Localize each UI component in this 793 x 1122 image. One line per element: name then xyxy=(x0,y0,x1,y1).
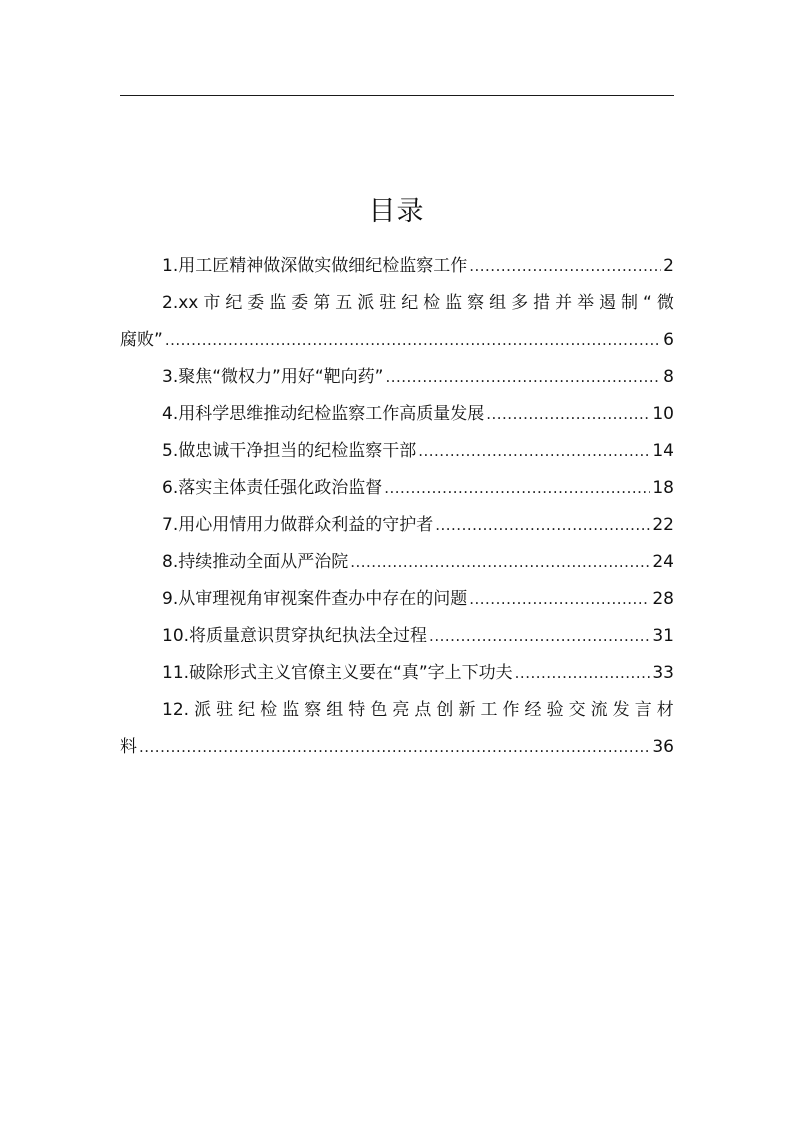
toc-entry[interactable] xyxy=(120,507,674,544)
title-glyph: 经 xyxy=(524,700,542,720)
toc-entry-page: 8 xyxy=(663,367,674,387)
dot-leader xyxy=(418,433,650,470)
toc-entry[interactable] xyxy=(120,618,674,655)
title-glyph: 纪 xyxy=(401,293,419,313)
title-glyph: 纪 xyxy=(225,293,243,313)
toc-entry-page: 2 xyxy=(663,256,674,276)
page-title: 目录 xyxy=(368,196,425,227)
toc-entry-title: 6.落实主体责任强化政治监督 xyxy=(162,478,383,498)
title-glyph: 察 xyxy=(304,700,322,720)
toc-entry[interactable] xyxy=(120,248,674,285)
dot-leader xyxy=(350,544,650,581)
title-glyph: 派 xyxy=(357,293,375,313)
toc-entry[interactable] xyxy=(120,544,674,581)
toc-entry-page: 28 xyxy=(652,589,674,609)
title-glyph: 措 xyxy=(533,293,551,313)
toc-entry-title: 11.破除形式主义官僚主义要在“真”字上下功夫 xyxy=(162,663,513,683)
dot-leader xyxy=(469,581,650,618)
dot-leader xyxy=(384,470,650,507)
title-glyph: 委 xyxy=(247,293,265,313)
table-of-contents xyxy=(120,248,674,766)
toc-entry[interactable] xyxy=(120,655,674,692)
toc-entry-title: 3.聚焦“微权力”用好“靶向药” xyxy=(162,367,384,387)
title-glyph: 驻 xyxy=(216,700,234,720)
toc-entry-page: 18 xyxy=(652,478,674,498)
toc-entry[interactable] xyxy=(120,581,674,618)
toc-entry-title-line1 xyxy=(120,692,674,729)
title-glyph: 察 xyxy=(467,293,485,313)
title-glyph: 微 xyxy=(656,293,674,313)
title-glyph: 监 xyxy=(445,293,463,313)
toc-entry[interactable] xyxy=(120,359,674,396)
title-glyph: 并 xyxy=(555,293,573,313)
dot-leader xyxy=(469,248,661,285)
title-glyph: 五 xyxy=(335,293,353,313)
toc-entry-title: 8.持续推动全面从严治院 xyxy=(162,552,349,572)
title-glyph: 新 xyxy=(458,700,476,720)
toc-entry-title-line2: 料 xyxy=(120,737,137,757)
title-glyph: 材 xyxy=(656,700,674,720)
title-glyph: 点 xyxy=(414,700,432,720)
dot-leader xyxy=(429,618,650,655)
toc-entry[interactable] xyxy=(120,433,674,470)
dot-leader xyxy=(435,507,650,544)
title-glyph: 发 xyxy=(612,700,630,720)
dot-leader xyxy=(515,655,651,692)
title-glyph: 色 xyxy=(370,700,388,720)
title-glyph: 遏 xyxy=(599,293,617,313)
title-glyph: 亮 xyxy=(392,700,410,720)
toc-entry-page: 22 xyxy=(652,515,674,535)
toc-entry[interactable] xyxy=(120,470,674,507)
title-glyph: 组 xyxy=(326,700,344,720)
dot-leader xyxy=(139,729,650,766)
toc-entry-title-line2: 腐败” xyxy=(120,330,163,350)
title-glyph: 第 xyxy=(313,293,331,313)
title-glyph: 纪 xyxy=(238,700,256,720)
toc-entry-title-line1 xyxy=(120,285,674,322)
toc-entry[interactable] xyxy=(120,396,674,433)
title-glyph: 工 xyxy=(480,700,498,720)
title-glyph: 特 xyxy=(348,700,366,720)
dot-leader xyxy=(385,359,661,396)
title-glyph: 市 xyxy=(203,293,221,313)
toc-entry-page: 14 xyxy=(652,441,674,461)
header-rule xyxy=(120,95,674,96)
title-glyph: 流 xyxy=(590,700,608,720)
title-glyph: 举 xyxy=(577,293,595,313)
title-glyph: 监 xyxy=(282,700,300,720)
title-glyph: 验 xyxy=(546,700,564,720)
toc-entry-title: 4.用科学思维推动纪检监察工作高质量发展 xyxy=(162,404,485,424)
toc-entry-title: 1.用工匠精神做深做实做细纪检监察工作 xyxy=(162,256,468,276)
title-glyph: 检 xyxy=(260,700,278,720)
title-glyph: “ xyxy=(643,293,652,313)
title-glyph: 制 xyxy=(621,293,639,313)
title-glyph: 12. xyxy=(162,700,190,720)
toc-entry-page: 33 xyxy=(652,663,674,683)
toc-entry[interactable] xyxy=(120,285,674,359)
title-glyph: 检 xyxy=(423,293,441,313)
toc-entry-page: 36 xyxy=(652,737,674,757)
toc-entry-title: 5.做忠诚干净担当的纪检监察干部 xyxy=(162,441,417,461)
title-glyph: 派 xyxy=(194,700,212,720)
toc-entry-title: 10.将质量意识贯穿执纪执法全过程 xyxy=(162,626,428,646)
toc-entry-page: 31 xyxy=(652,626,674,646)
title-glyph: 监 xyxy=(269,293,287,313)
title-glyph: 作 xyxy=(502,700,520,720)
title-glyph: 2.xx xyxy=(162,293,199,313)
toc-entry-page: 10 xyxy=(652,404,674,424)
toc-entry-title: 9.从审理视角审视案件查办中存在的问题 xyxy=(162,589,468,609)
toc-entry-title: 7.用心用情用力做群众利益的守护者 xyxy=(162,515,434,535)
dot-leader xyxy=(486,396,650,433)
title-glyph: 委 xyxy=(291,293,309,313)
toc-entry-page: 24 xyxy=(652,552,674,572)
toc-entry[interactable] xyxy=(120,692,674,766)
dot-leader xyxy=(165,322,661,359)
title-glyph: 交 xyxy=(568,700,586,720)
title-glyph: 驻 xyxy=(379,293,397,313)
title-glyph: 言 xyxy=(634,700,652,720)
title-glyph: 组 xyxy=(489,293,507,313)
title-glyph: 多 xyxy=(511,293,529,313)
title-glyph: 创 xyxy=(436,700,454,720)
toc-entry-page: 6 xyxy=(663,330,674,350)
